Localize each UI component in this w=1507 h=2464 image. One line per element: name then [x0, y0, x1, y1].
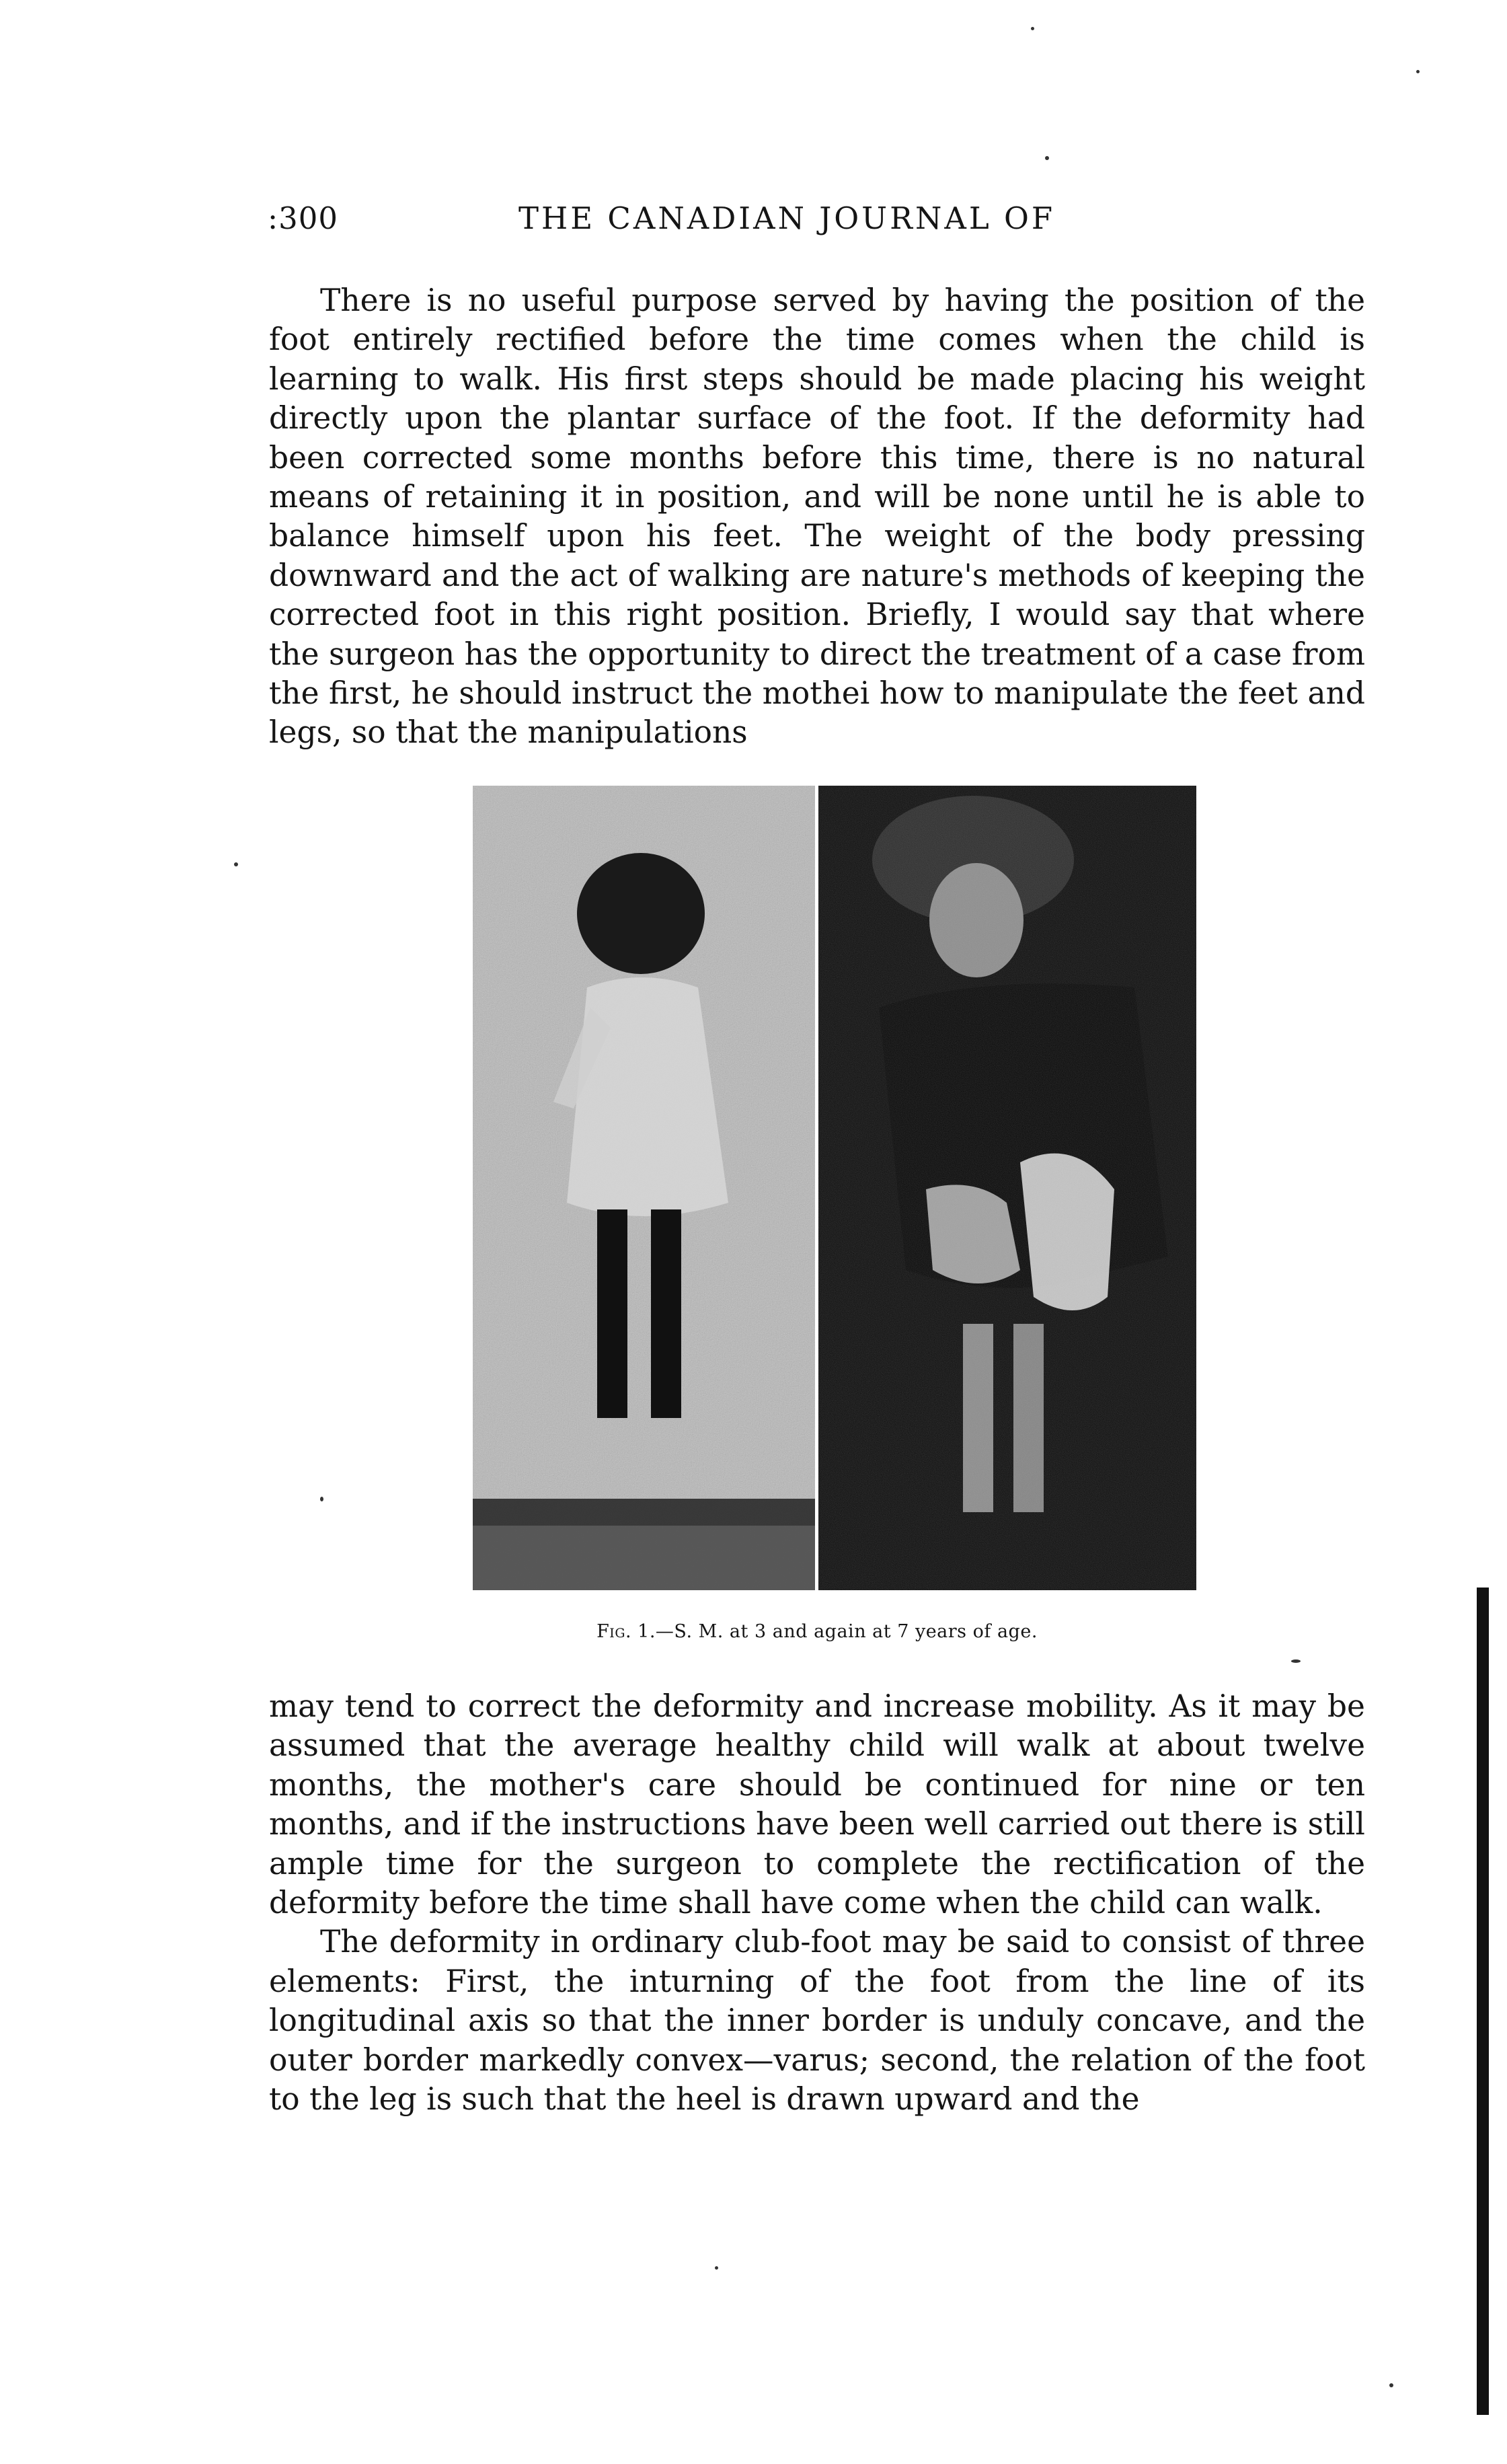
journal-title: THE CANADIAN JOURNAL OF — [518, 200, 1056, 236]
running-head — [268, 200, 1384, 248]
scan-speck — [320, 1497, 323, 1501]
scan-speck — [1389, 2383, 1393, 2387]
paragraph: There is no useful purpose served by having the position of the foot entirely rectified before the time comes when the child is learning to walk. His first steps should be made placing his weight directly upon the plantar surface of the foot. If the deformity had been corrected some months before this time, there is no natural means of retaining it in position, and will be none until he is able to balance himself upon his feet. The weight of the body pressing downward and the act of walking are nature's methods of keeping the corrected foot in this right position. Briefly, I would say that where the surgeon has the opportunity to direct the treatment of a case from the first, he should instruct the mothei how to manipulate the feet and legs, so that the manipulations — [269, 283, 1365, 751]
scan-speck — [1291, 1659, 1301, 1663]
caption-text: —S. M. at 3 and again at 7 years of age. — [655, 1621, 1038, 1642]
scan-speck — [1031, 27, 1034, 30]
figure-1 — [473, 786, 1196, 1590]
photo-child-age-7 — [818, 786, 1196, 1590]
scan-speck — [1045, 156, 1049, 160]
page-number: :300 — [268, 200, 339, 236]
paragraph: may tend to correct the deformity and increase mobility. As it may be assumed that the average healthy child will walk at about twelve months, the mother's care should be continued for nine or ten months, and if the instructions have been well carried out there is still ample time for the surgeon to complete the rectification of the deformity before the time shall have come when the child can walk. — [269, 1688, 1365, 1921]
body-text-bottom — [269, 1687, 1365, 2119]
scan-speck — [234, 862, 238, 866]
figure-label: Fig. 1. — [596, 1621, 656, 1642]
figure-caption — [269, 1621, 1365, 1642]
photo-child-age-3 — [473, 786, 815, 1590]
scan-edge-shadow — [1477, 1588, 1489, 2415]
scan-speck — [715, 2266, 718, 2270]
body-text-top — [269, 281, 1365, 753]
scan-speck — [1416, 70, 1420, 73]
paragraph: The deformity in ordinary club-foot may be said to consist of three elements: First, the inturning of the foot from the line of its longitudinal axis so that the inner border is unduly concave, and the outer border markedly convex—varus; second, the relation of the foot to the leg is such that the heel is drawn upward and the — [269, 1924, 1365, 2118]
